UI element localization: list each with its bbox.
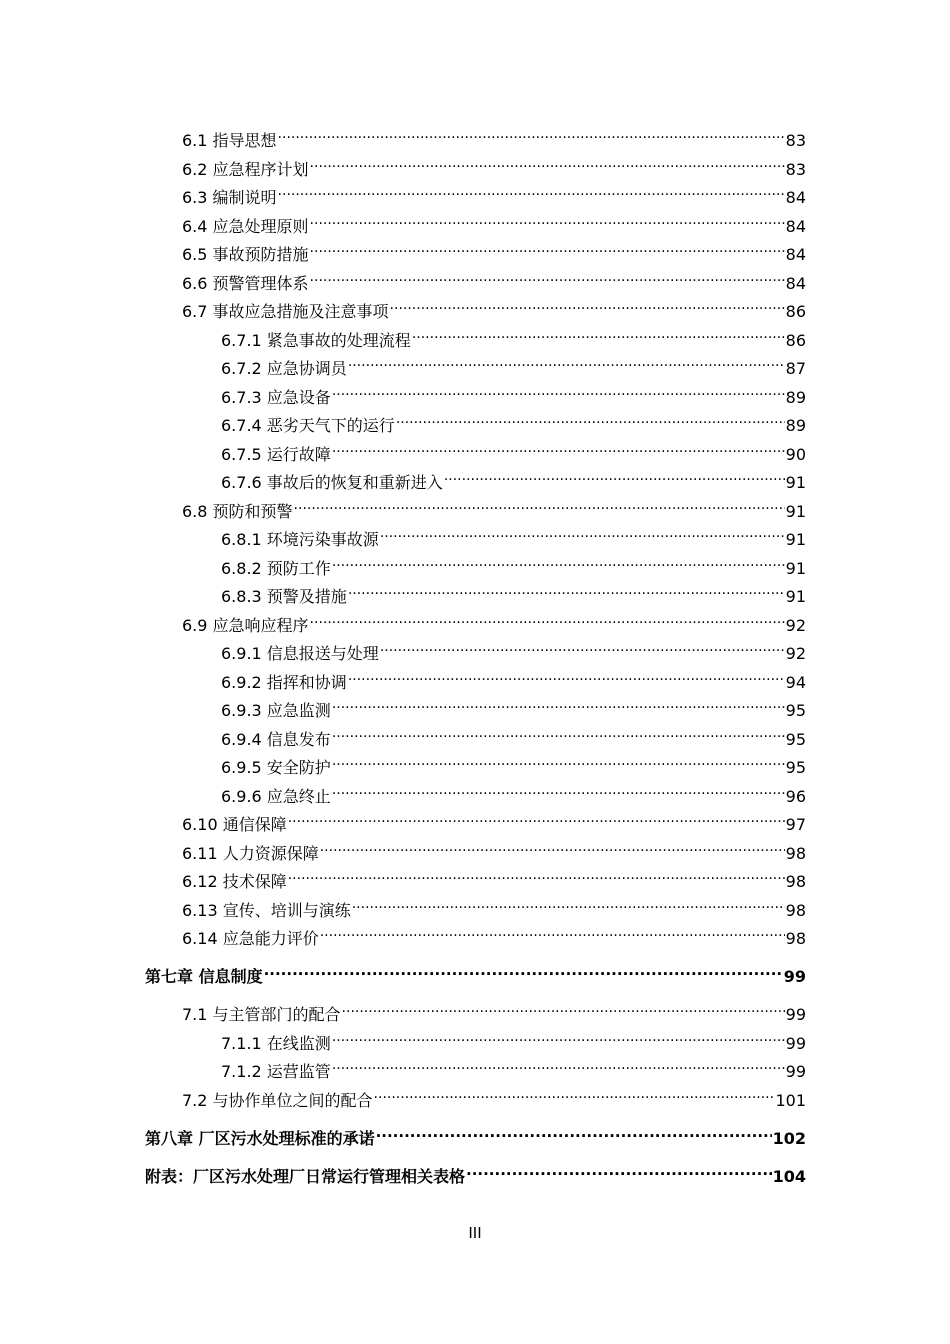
toc-entry-page: 84 xyxy=(785,245,806,264)
toc-entry-title: 6.7.4 恶劣天气下的运行 xyxy=(221,416,395,435)
toc-entry[interactable] xyxy=(221,521,806,549)
toc-leader-dots xyxy=(444,464,785,488)
toc-entry-page: 101 xyxy=(775,1091,806,1110)
toc-entry-title: 6.7 事故应急措施及注意事项 xyxy=(182,302,389,321)
toc-leader-dots xyxy=(332,1025,785,1049)
toc-leader-dots xyxy=(380,521,785,545)
toc-leader-dots xyxy=(396,407,785,431)
toc-entry-page: 91 xyxy=(785,587,806,606)
toc-entry-title: 6.9.6 应急终止 xyxy=(221,787,331,806)
toc-entry[interactable] xyxy=(182,265,806,293)
toc-entry[interactable] xyxy=(182,236,806,264)
toc-leader-dots xyxy=(332,692,785,716)
toc-entry-title: 6.7.2 应急协调员 xyxy=(221,359,347,378)
toc-entry[interactable] xyxy=(182,835,806,863)
toc-entry[interactable] xyxy=(182,122,806,150)
toc-appendix-entry[interactable] xyxy=(145,1158,806,1186)
toc-entry-title: 6.8.2 预防工作 xyxy=(221,559,331,578)
toc-leader-dots xyxy=(376,1120,772,1144)
toc-entry[interactable] xyxy=(221,578,806,606)
toc-leader-dots xyxy=(342,996,785,1020)
toc-leader-dots xyxy=(310,236,785,260)
toc-entry-title: 6.7.1 紧急事故的处理流程 xyxy=(221,331,411,350)
toc-leader-dots xyxy=(374,1082,775,1106)
toc-entry-title: 6.10 通信保障 xyxy=(182,815,287,834)
toc-chapter-entry[interactable] xyxy=(145,1120,806,1148)
toc-leader-dots xyxy=(310,208,785,232)
toc-entry-page: 84 xyxy=(785,188,806,207)
toc-entry[interactable] xyxy=(182,293,806,321)
toc-entry[interactable] xyxy=(182,863,806,891)
toc-entry-title: 6.9.2 指挥和协调 xyxy=(221,673,347,692)
toc-entry-page: 94 xyxy=(785,673,806,692)
toc-leader-dots xyxy=(466,1158,772,1182)
toc-entry-page: 92 xyxy=(785,616,806,635)
toc-entry-page: 89 xyxy=(785,388,806,407)
toc-entry-page: 99 xyxy=(785,1034,806,1053)
toc-entry-title: 6.9.3 应急监测 xyxy=(221,701,331,720)
toc-entry-page: 91 xyxy=(785,502,806,521)
toc-leader-dots xyxy=(332,379,785,403)
toc-entry[interactable] xyxy=(182,996,806,1024)
toc-entry[interactable] xyxy=(221,322,806,350)
toc-leader-dots xyxy=(332,436,785,460)
toc-entry-title: 6.13 宣传、培训与演练 xyxy=(182,901,351,920)
toc-entry-page: 98 xyxy=(785,929,806,948)
toc-entry[interactable] xyxy=(221,1025,806,1053)
toc-entry-title: 第七章 信息制度 xyxy=(145,967,263,986)
toc-entry[interactable] xyxy=(182,806,806,834)
toc-entry[interactable] xyxy=(221,749,806,777)
toc-leader-dots xyxy=(412,322,785,346)
toc-entry[interactable] xyxy=(182,179,806,207)
toc-leader-dots xyxy=(294,493,785,517)
toc-entry-page: 102 xyxy=(772,1129,806,1148)
page-number: III xyxy=(468,1225,482,1242)
toc-entry-title: 6.11 人力资源保障 xyxy=(182,844,319,863)
toc-entry[interactable] xyxy=(182,607,806,635)
toc-entry[interactable] xyxy=(221,379,806,407)
toc-leader-dots xyxy=(380,635,785,659)
toc-entry[interactable] xyxy=(221,407,806,435)
toc-entry-title: 6.9.4 信息发布 xyxy=(221,730,331,749)
toc-leader-dots xyxy=(332,778,785,802)
toc-entry-title: 6.14 应急能力评价 xyxy=(182,929,319,948)
toc-entry-page: 84 xyxy=(785,274,806,293)
toc-entry[interactable] xyxy=(221,436,806,464)
toc-entry-title: 6.9 应急响应程序 xyxy=(182,616,309,635)
toc-entry[interactable] xyxy=(221,1053,806,1081)
toc-entry-page: 96 xyxy=(785,787,806,806)
toc-entry-title: 6.8.3 预警及措施 xyxy=(221,587,347,606)
toc-entry[interactable] xyxy=(221,664,806,692)
toc-leader-dots xyxy=(310,265,785,289)
toc-entry[interactable] xyxy=(221,464,806,492)
toc-entry-page: 98 xyxy=(785,872,806,891)
toc-leader-dots xyxy=(390,293,785,317)
toc-entry[interactable] xyxy=(182,151,806,179)
toc-entry-title: 附表：厂区污水处理厂日常运行管理相关表格 xyxy=(145,1167,466,1186)
toc-entry-page: 95 xyxy=(785,758,806,777)
toc-entry-title: 6.9.5 安全防护 xyxy=(221,758,331,777)
toc-entry[interactable] xyxy=(221,350,806,378)
toc-leader-dots xyxy=(278,122,785,146)
toc-leader-dots xyxy=(320,920,785,944)
toc-leader-dots xyxy=(288,863,785,887)
toc-entry-title: 6.12 技术保障 xyxy=(182,872,287,891)
toc-entry-title: 6.7.3 应急设备 xyxy=(221,388,331,407)
toc-entry-title: 6.5 事故预防措施 xyxy=(182,245,309,264)
toc-entry-title: 6.8.1 环境污染事故源 xyxy=(221,530,379,549)
toc-leader-dots xyxy=(348,664,785,688)
toc-entry-title: 7.1.1 在线监测 xyxy=(221,1034,331,1053)
toc-entry-page: 97 xyxy=(785,815,806,834)
toc-entry[interactable] xyxy=(221,550,806,578)
toc-leader-dots xyxy=(332,721,785,745)
toc-entry[interactable] xyxy=(182,493,806,521)
toc-entry[interactable] xyxy=(221,778,806,806)
toc-entry-page: 98 xyxy=(785,844,806,863)
toc-entry-page: 99 xyxy=(785,1062,806,1081)
toc-entry-page: 90 xyxy=(785,445,806,464)
toc-leader-dots xyxy=(310,151,785,175)
toc-leader-dots xyxy=(310,607,785,631)
toc-entry-page: 87 xyxy=(785,359,806,378)
toc-entry-page: 83 xyxy=(785,160,806,179)
toc-entry-title: 6.2 应急程序计划 xyxy=(182,160,309,179)
toc-entry-page: 89 xyxy=(785,416,806,435)
toc-entry[interactable] xyxy=(221,635,806,663)
toc-entry-page: 92 xyxy=(785,644,806,663)
toc-leader-dots xyxy=(332,1053,785,1077)
toc-leader-dots xyxy=(332,550,785,574)
toc-entry-title: 6.1 指导思想 xyxy=(182,131,277,150)
toc-entry-title: 7.1 与主管部门的配合 xyxy=(182,1005,341,1024)
toc-entry-page: 86 xyxy=(785,302,806,321)
toc-entry[interactable] xyxy=(182,1082,806,1110)
toc-entry-title: 6.8 预防和预警 xyxy=(182,502,293,521)
toc-entry-page: 91 xyxy=(785,559,806,578)
toc-entry[interactable] xyxy=(221,692,806,720)
toc-entry-title: 6.4 应急处理原则 xyxy=(182,217,309,236)
toc-leader-dots xyxy=(278,179,785,203)
toc-entry-title: 7.1.2 运营监管 xyxy=(221,1062,331,1081)
toc-entry-page: 83 xyxy=(785,131,806,150)
toc-entry[interactable] xyxy=(182,892,806,920)
toc-leader-dots xyxy=(352,892,785,916)
toc-entry[interactable] xyxy=(221,721,806,749)
toc-entry-page: 95 xyxy=(785,701,806,720)
toc-entry-page: 84 xyxy=(785,217,806,236)
toc-entry-title: 7.2 与协作单位之间的配合 xyxy=(182,1091,373,1110)
toc-entry-title: 6.7.6 事故后的恢复和重新进入 xyxy=(221,473,443,492)
toc-entry-page: 99 xyxy=(785,1005,806,1024)
toc-entry-page: 91 xyxy=(785,530,806,549)
toc-entry[interactable] xyxy=(182,208,806,236)
toc-entry-page: 91 xyxy=(785,473,806,492)
toc-leader-dots xyxy=(320,835,785,859)
toc-entry-title: 第八章 厂区污水处理标准的承诺 xyxy=(145,1129,375,1148)
toc-entry-title: 6.7.5 运行故障 xyxy=(221,445,331,464)
toc-leader-dots xyxy=(264,958,783,982)
toc-entry-page: 95 xyxy=(785,730,806,749)
toc-entry-page: 98 xyxy=(785,901,806,920)
toc-entry-title: 6.9.1 信息报送与处理 xyxy=(221,644,379,663)
toc-entry-title: 6.6 预警管理体系 xyxy=(182,274,309,293)
toc-entry-title: 6.3 编制说明 xyxy=(182,188,277,207)
toc-leader-dots xyxy=(348,350,785,374)
toc-entry-page: 104 xyxy=(772,1167,806,1186)
toc-chapter-entry[interactable] xyxy=(145,958,806,986)
toc-leader-dots xyxy=(332,749,785,773)
toc-entry[interactable] xyxy=(182,920,806,948)
toc-entry-page: 99 xyxy=(783,967,806,986)
toc-leader-dots xyxy=(348,578,785,602)
toc-entry-page: 86 xyxy=(785,331,806,350)
toc-leader-dots xyxy=(288,806,785,830)
